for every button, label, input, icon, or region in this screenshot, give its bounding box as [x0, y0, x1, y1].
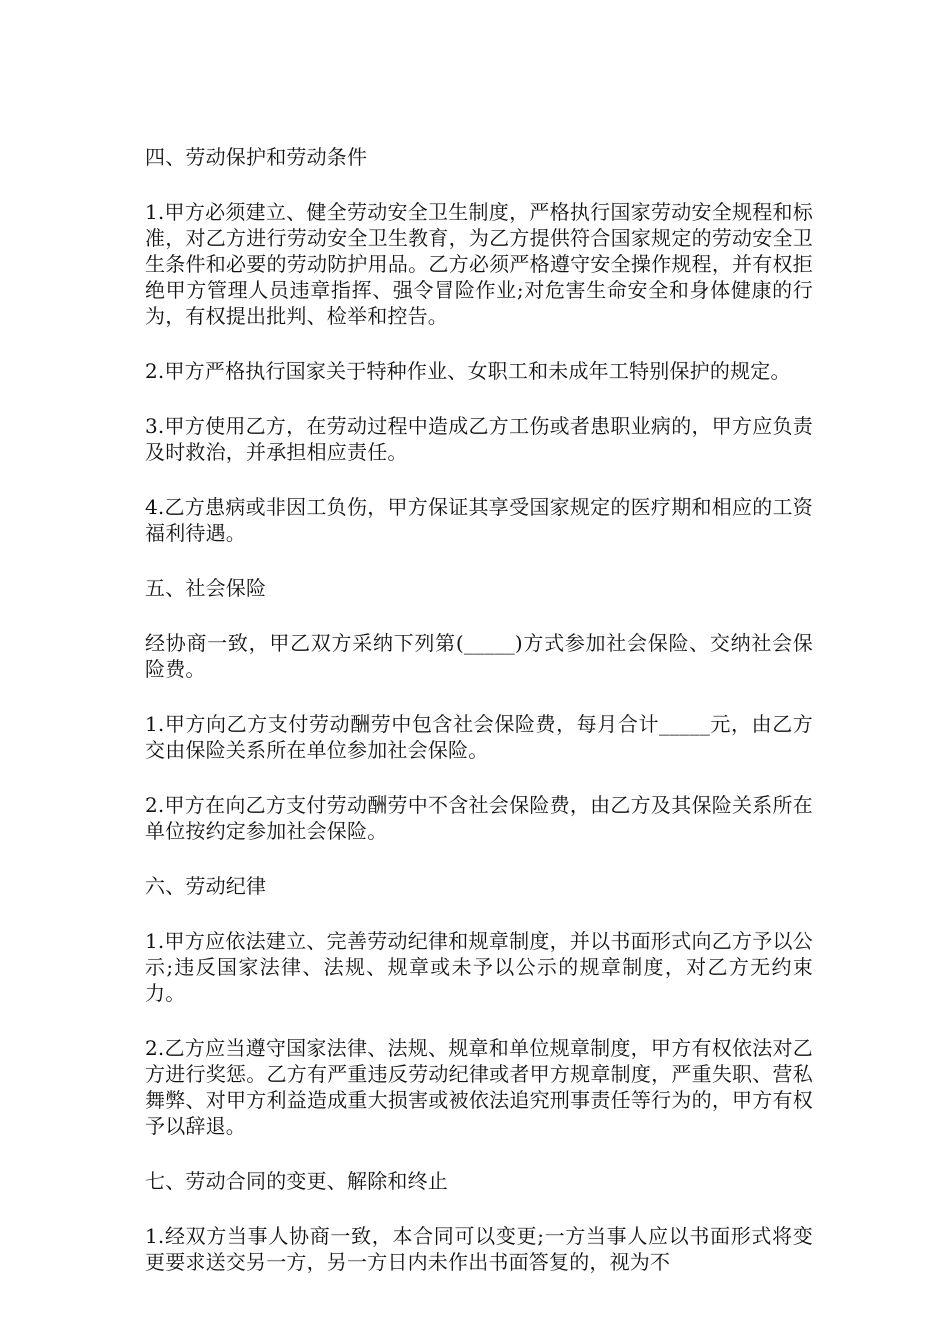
section-heading-social-insurance: 五、社会保险 — [145, 576, 267, 600]
paragraph-work-injury: 3.甲方使用乙方，在劳动过程中造成乙方工伤或者患职业病的，甲方应负责及时救治，并承担相应责任。 — [145, 414, 813, 464]
paragraph-special-protection: 2.甲方严格执行国家关于特种作业、女职工和未成年工特别保护的规定。 — [145, 359, 791, 383]
paragraph-rules-publication: 1.甲方应依法建立、完善劳动纪律和规章制度，并以书面形式向乙方予以公示;违反国家法律、法规、规章或未予以公示的规章制度，对乙方无约束力。 — [145, 929, 813, 1005]
section-heading-labor-discipline: 六、劳动纪律 — [145, 874, 267, 898]
paragraph-insurance-excluded: 2.甲方在向乙方支付劳动酬劳中不含社会保险费，由乙方及其保险关系所在单位按约定参加社会保险。 — [145, 793, 813, 843]
paragraph-contract-modification: 1.经双方当事人协商一致，本合同可以变更;一方当事人应以书面形式将变更要求送交另一方，另一方日内未作出书面答复的，视为不 — [145, 1224, 813, 1274]
paragraph-insurance-included: 1.甲方向乙方支付劳动酬劳中包含社会保险费，每月合计_____元，由乙方交由保险关系所在单位参加社会保险。 — [145, 712, 813, 762]
paragraph-insurance-method: 经协商一致，甲乙双方采纳下列第(_____)方式参加社会保险、交纳社会保险费。 — [145, 631, 813, 681]
paragraph-sick-leave: 4.乙方患病或非因工负伤，甲方保证其享受国家规定的医疗期和相应的工资福利待遇。 — [145, 495, 813, 545]
document-body — [145, 144, 813, 1304]
section-heading-contract-change: 七、劳动合同的变更、解除和终止 — [145, 1169, 448, 1193]
paragraph-discipline-dismissal: 2.乙方应当遵守国家法律、法规、规章和单位规章制度，甲方有权依法对乙方进行奖惩。乙方有严重违反劳动纪律或者甲方规章制度，严重失职、营私舞弊、对甲方利益造成重大损害或被依法追究刑事责任等行为的，甲方有权予以辞退。 — [145, 1036, 813, 1138]
paragraph-labor-safety: 1.甲方必须建立、健全劳动安全卫生制度，严格执行国家劳动安全规程和标准，对乙方进行劳动安全卫生教育，为乙方提供符合国家规定的劳动安全卫生条件和必要的劳动防护用品。乙方必须严格遵守安全操作规程，并有权拒绝甲方管理人员违章指挥、强令冒险作业;对危害生命安全和身体健康的行为，有权提出批判、检举和控告。 — [145, 200, 813, 328]
section-heading-labor-protection: 四、劳动保护和劳动条件 — [145, 145, 368, 169]
